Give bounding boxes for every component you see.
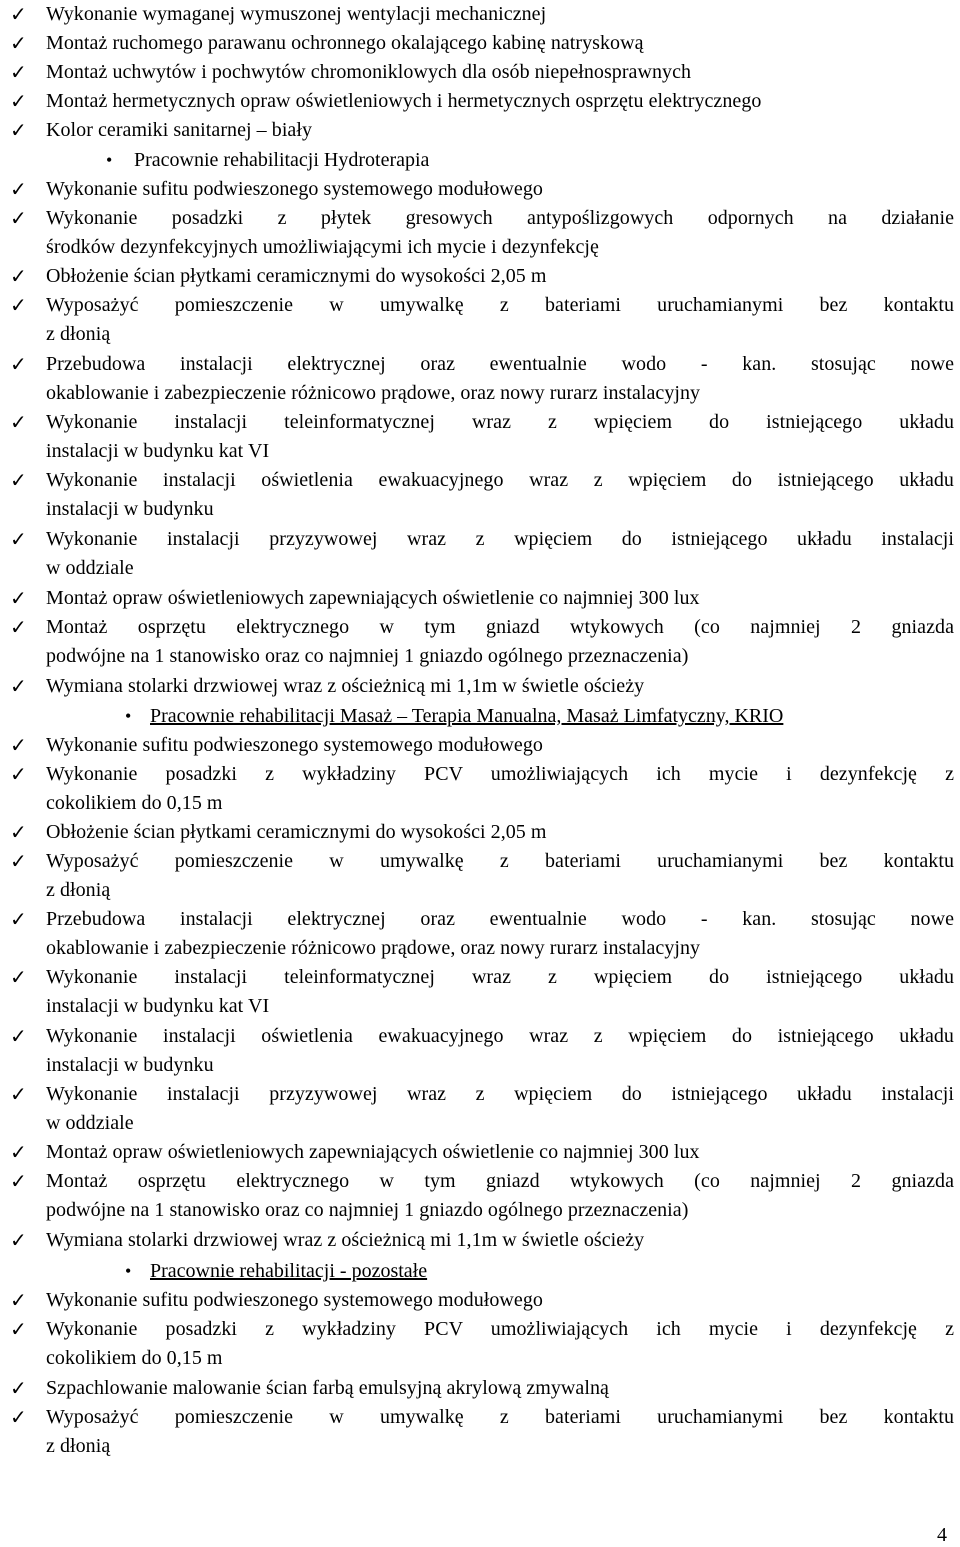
list-item-text-cont: z dłonią — [46, 1435, 111, 1457]
check-icon: ✓ — [10, 764, 27, 786]
check-icon: ✓ — [10, 120, 27, 142]
check-icon: ✓ — [10, 967, 27, 989]
check-icon: ✓ — [10, 1407, 27, 1429]
page-number: 4 — [937, 1524, 947, 1546]
list-item-text: Wykonanie instalacji teleinformatycznej wraz z wpięciem do istniejącego układu — [46, 411, 954, 433]
list-item-text: Kolor ceramiki sanitarnej – biały — [46, 119, 313, 141]
check-icon: ✓ — [10, 179, 27, 201]
check-icon: ✓ — [10, 1230, 27, 1252]
list-item-text: Obłożenie ścian płytkami ceramicznymi do wysokości 2,05 m — [46, 821, 547, 843]
list-item-text-cont: okablowanie i zabezpieczenie różnicowo prądowe, oraz nowy rurarz instalacyjny — [46, 937, 701, 959]
check-icon: ✓ — [10, 1171, 27, 1193]
check-icon: ✓ — [10, 529, 27, 551]
check-icon: ✓ — [10, 33, 27, 55]
bullet-icon: • — [125, 706, 132, 726]
list-item-text: Montaż uchwytów i pochwytów chromoniklowych dla osób niepełnosprawnych — [46, 61, 692, 83]
list-item-text-cont: cokolikiem do 0,15 m — [46, 792, 223, 814]
list-item-text-cont: z dłonią — [46, 323, 111, 345]
list-item-text: Obłożenie ścian płytkami ceramicznymi do wysokości 2,05 m — [46, 265, 547, 287]
list-item-text: Wykonanie instalacji teleinformatycznej wraz z wpięciem do istniejącego układu — [46, 966, 954, 988]
list-item-text-cont: z dłonią — [46, 879, 111, 901]
list-item-text: Wymiana stolarki drzwiowej wraz z ościeżnicą mi 1,1m w świetle ościeży — [46, 1229, 645, 1251]
list-item-text: Montaż opraw oświetleniowych zapewniających oświetlenie co najmniej 300 lux — [46, 587, 700, 609]
list-item-text: Montaż osprzętu elektrycznego w tym gniazd wtykowych (co najmniej 2 gniazda — [46, 1170, 954, 1192]
list-item-text: Wykonanie instalacji oświetlenia ewakuacyjnego wraz z wpięciem do istniejącego układu — [46, 1025, 954, 1047]
list-item-text-cont: instalacji w budynku kat VI — [46, 995, 270, 1017]
check-icon: ✓ — [10, 822, 27, 844]
list-item-text-cont: instalacji w budynku — [46, 1054, 214, 1076]
list-item-text-cont: podwójne na 1 stanowisko oraz co najmniej 1 gniazdo ogólnego przeznaczenia) — [46, 1199, 689, 1221]
list-item-text: Montaż hermetycznych opraw oświetleniowych i hermetycznych osprzętu elektrycznego — [46, 90, 762, 112]
bullet-icon: • — [125, 1261, 132, 1281]
check-icon: ✓ — [10, 1084, 27, 1106]
list-item-text-cont: instalacji w budynku kat VI — [46, 440, 270, 462]
check-icon: ✓ — [10, 4, 27, 26]
section-heading-text: Pracownie rehabilitacji Masaż – Terapia Manualna, Masaż Limfatyczny, KRIO — [150, 705, 784, 727]
check-icon: ✓ — [10, 266, 27, 288]
list-item-text: Wymiana stolarki drzwiowej wraz z ościeżnicą mi 1,1m w świetle ościeży — [46, 675, 645, 697]
list-item-text: Wyposażyć pomieszczenie w umywalkę z bateriami uruchamianymi bez kontaktu — [46, 850, 954, 872]
list-item-text: Wykonanie instalacji oświetlenia ewakuacyjnego wraz z wpięciem do istniejącego układu — [46, 469, 954, 491]
list-item-text-cont: w oddziale — [46, 557, 134, 579]
list-item-text: Przebudowa instalacji elektrycznej oraz ewentualnie wodo - kan. stosując nowe — [46, 353, 954, 375]
list-item-text: Wykonanie sufitu podwieszonego systemowego modułowego — [46, 178, 543, 200]
check-icon: ✓ — [10, 208, 27, 230]
list-item-text: Wyposażyć pomieszczenie w umywalkę z bateriami uruchamianymi bez kontaktu — [46, 294, 954, 316]
check-icon: ✓ — [10, 470, 27, 492]
list-item-text: Montaż ruchomego parawanu ochronnego okalającego kabinę natryskową — [46, 32, 644, 54]
check-icon: ✓ — [10, 1319, 27, 1341]
check-icon: ✓ — [10, 62, 27, 84]
list-item-text: Wykonanie instalacji przyzywowej wraz z wpięciem do istniejącego układu instalacji — [46, 1083, 954, 1105]
check-icon: ✓ — [10, 1026, 27, 1048]
check-icon: ✓ — [10, 617, 27, 639]
check-icon: ✓ — [10, 851, 27, 873]
list-item-text-cont: środków dezynfekcyjnych umożliwiającymi ich mycie i dezynfekcję — [46, 236, 599, 258]
list-item-text-cont: cokolikiem do 0,15 m — [46, 1347, 223, 1369]
list-item-text: Montaż osprzętu elektrycznego w tym gniazd wtykowych (co najmniej 2 gniazda — [46, 616, 954, 638]
list-item-text: Montaż opraw oświetleniowych zapewniających oświetlenie co najmniej 300 lux — [46, 1141, 700, 1163]
list-item-text: Wyposażyć pomieszczenie w umywalkę z bateriami uruchamianymi bez kontaktu — [46, 1406, 954, 1428]
list-item-text: Wykonanie sufitu podwieszonego systemowego modułowego — [46, 1289, 543, 1311]
list-item-text: Wykonanie posadzki z wykładziny PCV umożliwiających ich mycie i dezynfekcję z — [46, 1318, 954, 1340]
section-heading-text: Pracownie rehabilitacji Hydroterapia — [134, 149, 430, 171]
list-item-text: Wykonanie posadzki z wykładziny PCV umożliwiających ich mycie i dezynfekcję z — [46, 763, 954, 785]
check-icon: ✓ — [10, 735, 27, 757]
list-item-text: Szpachlowanie malowanie ścian farbą emulsyjną akrylową zmywalną — [46, 1377, 609, 1399]
list-item-text-cont: podwójne na 1 stanowisko oraz co najmniej 1 gniazdo ogólnego przeznaczenia) — [46, 645, 689, 667]
check-icon: ✓ — [10, 412, 27, 434]
check-icon: ✓ — [10, 295, 27, 317]
bullet-icon: • — [106, 150, 113, 170]
check-icon: ✓ — [10, 676, 27, 698]
check-icon: ✓ — [10, 354, 27, 376]
check-icon: ✓ — [10, 91, 27, 113]
check-icon: ✓ — [10, 1378, 27, 1400]
list-item-text-cont: okablowanie i zabezpieczenie różnicowo prądowe, oraz nowy rurarz instalacyjny — [46, 382, 701, 404]
check-icon: ✓ — [10, 1142, 27, 1164]
section-heading-text: Pracownie rehabilitacji - pozostałe — [150, 1260, 428, 1282]
list-item-text: Wykonanie sufitu podwieszonego systemowego modułowego — [46, 734, 543, 756]
list-item-text: Wykonanie instalacji przyzywowej wraz z wpięciem do istniejącego układu instalacji — [46, 528, 954, 550]
list-item-text-cont: instalacji w budynku — [46, 498, 214, 520]
check-icon: ✓ — [10, 588, 27, 610]
list-item-text-cont: w oddziale — [46, 1112, 134, 1134]
list-item-text: Wykonanie wymaganej wymuszonej wentylacji mechanicznej — [46, 3, 547, 25]
list-item-text: Wykonanie posadzki z płytek gresowych antypoślizgowych odpornych na działanie — [46, 207, 954, 229]
check-icon: ✓ — [10, 1290, 27, 1312]
check-icon: ✓ — [10, 909, 27, 931]
list-item-text: Przebudowa instalacji elektrycznej oraz ewentualnie wodo - kan. stosując nowe — [46, 908, 954, 930]
